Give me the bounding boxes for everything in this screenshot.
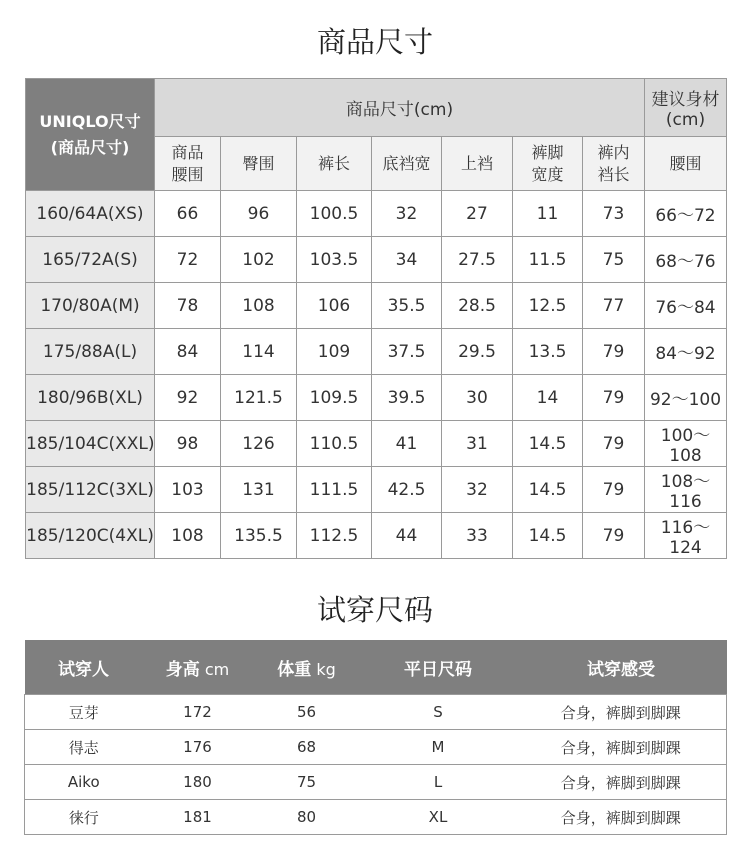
try-on-column-label: 试穿感受 bbox=[587, 659, 655, 680]
size-value-cell: 73 bbox=[583, 191, 645, 237]
size-row bbox=[26, 513, 727, 559]
size-value-cell: 79 bbox=[583, 513, 645, 559]
size-value-cell: 100.5 bbox=[297, 191, 372, 237]
size-value-cell: 121.5 bbox=[221, 375, 297, 421]
size-value-cell: 14.5 bbox=[513, 513, 583, 559]
size-row bbox=[26, 467, 727, 513]
size-value-cell: 14.5 bbox=[513, 421, 583, 467]
size-value-cell: 79 bbox=[583, 467, 645, 513]
size-value-cell: 77 bbox=[583, 283, 645, 329]
try-on-column-header bbox=[361, 640, 516, 695]
try-on-cell: 68 bbox=[253, 730, 361, 765]
column-header bbox=[645, 137, 727, 191]
size-value-cell: 66 bbox=[155, 191, 221, 237]
size-value-cell: 76～84 bbox=[645, 283, 727, 329]
product-size-group-header: 商品尺寸(cm) bbox=[155, 79, 645, 137]
size-value-cell: 34 bbox=[372, 237, 442, 283]
try-on-column-label: 试穿人 bbox=[58, 659, 109, 680]
size-label-cell: 165/72A(S) bbox=[26, 237, 155, 283]
size-value-cell: 11.5 bbox=[513, 237, 583, 283]
body-size-group-line2: (cm) bbox=[665, 110, 706, 130]
try-on-column-label: 身高 bbox=[165, 659, 200, 680]
size-value-cell: 66～72 bbox=[645, 191, 727, 237]
try-on-row bbox=[25, 695, 727, 730]
size-label-cell: 185/120C(4XL) bbox=[26, 513, 155, 559]
size-value-cell: 13.5 bbox=[513, 329, 583, 375]
size-value-cell: 103 bbox=[155, 467, 221, 513]
size-value-cell: 32 bbox=[372, 191, 442, 237]
size-value-cell: 14 bbox=[513, 375, 583, 421]
column-header-line2: 裆长 bbox=[597, 164, 630, 184]
size-value-cell: 75 bbox=[583, 237, 645, 283]
column-header bbox=[221, 137, 297, 191]
size-chart-table bbox=[25, 78, 727, 559]
size-row bbox=[26, 329, 727, 375]
size-value-cell: 100～108 bbox=[645, 421, 727, 467]
size-row bbox=[26, 191, 727, 237]
size-value-cell: 96 bbox=[221, 191, 297, 237]
size-label-cell: 185/112C(3XL) bbox=[26, 467, 155, 513]
size-header-corner-line2: (商品尺寸) bbox=[50, 137, 130, 157]
try-on-cell: XL bbox=[361, 800, 516, 835]
size-row bbox=[26, 237, 727, 283]
size-value-cell: 111.5 bbox=[297, 467, 372, 513]
try-on-row bbox=[25, 730, 727, 765]
size-value-cell: 14.5 bbox=[513, 467, 583, 513]
size-value-cell: 27 bbox=[442, 191, 513, 237]
size-chart-body bbox=[26, 191, 727, 559]
column-header-line1: 底裆宽 bbox=[382, 153, 431, 173]
column-header-line1: 腰围 bbox=[669, 153, 702, 173]
column-header bbox=[583, 137, 645, 191]
size-value-cell: 78 bbox=[155, 283, 221, 329]
try-on-cell: 180 bbox=[143, 765, 253, 800]
size-value-cell: 108 bbox=[221, 283, 297, 329]
try-on-cell: 合身，裤脚到脚踝 bbox=[516, 765, 727, 800]
size-value-cell: 42.5 bbox=[372, 467, 442, 513]
try-on-cell: 172 bbox=[143, 695, 253, 730]
size-value-cell: 106 bbox=[297, 283, 372, 329]
try-on-cell: 豆芽 bbox=[25, 695, 143, 730]
size-value-cell: 79 bbox=[583, 375, 645, 421]
try-on-column-header bbox=[516, 640, 727, 695]
column-header-line1: 上裆 bbox=[460, 153, 493, 173]
try-on-cell: 75 bbox=[253, 765, 361, 800]
try-on-cell: 80 bbox=[253, 800, 361, 835]
size-value-cell: 108～116 bbox=[645, 467, 727, 513]
column-header bbox=[513, 137, 583, 191]
size-value-cell: 92 bbox=[155, 375, 221, 421]
size-value-cell: 28.5 bbox=[442, 283, 513, 329]
size-value-cell: 102 bbox=[221, 237, 297, 283]
body-size-group-line1: 建议身材 bbox=[651, 90, 720, 110]
try-on-row bbox=[25, 800, 727, 835]
size-header-corner bbox=[26, 79, 155, 191]
size-value-cell: 27.5 bbox=[442, 237, 513, 283]
size-value-cell: 12.5 bbox=[513, 283, 583, 329]
column-header-line2: 腰围 bbox=[171, 164, 204, 184]
column-header bbox=[442, 137, 513, 191]
column-header-line1: 裤脚 bbox=[531, 142, 564, 162]
try-on-column-header bbox=[25, 640, 143, 695]
size-label-cell: 180/96B(XL) bbox=[26, 375, 155, 421]
size-label-cell: 160/64A(XS) bbox=[26, 191, 155, 237]
column-header-line1: 商品 bbox=[171, 142, 204, 162]
size-label-cell: 185/104C(XXL) bbox=[26, 421, 155, 467]
size-value-cell: 72 bbox=[155, 237, 221, 283]
try-on-cell: 176 bbox=[143, 730, 253, 765]
size-value-cell: 33 bbox=[442, 513, 513, 559]
size-value-cell: 108 bbox=[155, 513, 221, 559]
try-on-cell: 56 bbox=[253, 695, 361, 730]
size-value-cell: 39.5 bbox=[372, 375, 442, 421]
try-on-title: 试穿尺码 bbox=[316, 593, 433, 627]
try-on-column-unit: cm bbox=[199, 659, 230, 679]
try-on-cell: 合身，裤脚到脚踝 bbox=[516, 730, 727, 765]
size-value-cell: 37.5 bbox=[372, 329, 442, 375]
size-value-cell: 114 bbox=[221, 329, 297, 375]
body-size-group-header bbox=[645, 79, 727, 137]
try-on-body bbox=[25, 695, 727, 835]
try-on-cell: S bbox=[361, 695, 516, 730]
size-value-cell: 41 bbox=[372, 421, 442, 467]
size-value-cell: 11 bbox=[513, 191, 583, 237]
column-header bbox=[155, 137, 221, 191]
size-label-cell: 175/88A(L) bbox=[26, 329, 155, 375]
try-on-cell: 得志 bbox=[25, 730, 143, 765]
size-value-cell: 135.5 bbox=[221, 513, 297, 559]
size-label-cell: 170/80A(M) bbox=[26, 283, 155, 329]
column-header-line1: 臀围 bbox=[242, 153, 275, 173]
size-value-cell: 44 bbox=[372, 513, 442, 559]
size-row bbox=[26, 375, 727, 421]
try-on-cell: M bbox=[361, 730, 516, 765]
try-on-cell: Aiko bbox=[25, 765, 143, 800]
size-value-cell: 110.5 bbox=[297, 421, 372, 467]
size-value-cell: 109 bbox=[297, 329, 372, 375]
size-header-corner-line1: UNIQLO尺寸 bbox=[39, 111, 141, 131]
size-row bbox=[26, 421, 727, 467]
size-value-cell: 35.5 bbox=[372, 283, 442, 329]
size-value-cell: 32 bbox=[442, 467, 513, 513]
column-header-line1: 裤内 bbox=[597, 142, 630, 162]
size-value-cell: 92～100 bbox=[645, 375, 727, 421]
try-on-column-label: 平日尺码 bbox=[404, 659, 472, 680]
size-chart-title: 商品尺寸 bbox=[316, 25, 433, 59]
column-header bbox=[372, 137, 442, 191]
try-on-cell: 合身，裤脚到脚踝 bbox=[516, 800, 727, 835]
try-on-row bbox=[25, 765, 727, 800]
size-row bbox=[26, 283, 727, 329]
size-value-cell: 131 bbox=[221, 467, 297, 513]
try-on-column-header bbox=[253, 640, 361, 695]
size-value-cell: 126 bbox=[221, 421, 297, 467]
column-header bbox=[297, 137, 372, 191]
size-value-cell: 98 bbox=[155, 421, 221, 467]
size-value-cell: 79 bbox=[583, 421, 645, 467]
try-on-cell: 合身，裤脚到脚踝 bbox=[516, 695, 727, 730]
try-on-cell: 181 bbox=[143, 800, 253, 835]
try-on-cell: 徕行 bbox=[25, 800, 143, 835]
column-header-line2: 宽度 bbox=[531, 164, 564, 184]
size-value-cell: 112.5 bbox=[297, 513, 372, 559]
size-value-cell: 116～124 bbox=[645, 513, 727, 559]
try-on-column-label: 体重 bbox=[277, 659, 312, 680]
size-value-cell: 84～92 bbox=[645, 329, 727, 375]
try-on-table bbox=[24, 640, 727, 835]
size-value-cell: 29.5 bbox=[442, 329, 513, 375]
size-value-cell: 109.5 bbox=[297, 375, 372, 421]
size-value-cell: 84 bbox=[155, 329, 221, 375]
try-on-cell: L bbox=[361, 765, 516, 800]
column-header-line1: 裤长 bbox=[317, 153, 350, 173]
size-value-cell: 31 bbox=[442, 421, 513, 467]
size-value-cell: 79 bbox=[583, 329, 645, 375]
size-value-cell: 103.5 bbox=[297, 237, 372, 283]
try-on-column-unit: kg bbox=[311, 659, 336, 679]
size-value-cell: 30 bbox=[442, 375, 513, 421]
try-on-header-row bbox=[25, 640, 727, 695]
size-value-cell: 68～76 bbox=[645, 237, 727, 283]
try-on-column-header bbox=[143, 640, 253, 695]
